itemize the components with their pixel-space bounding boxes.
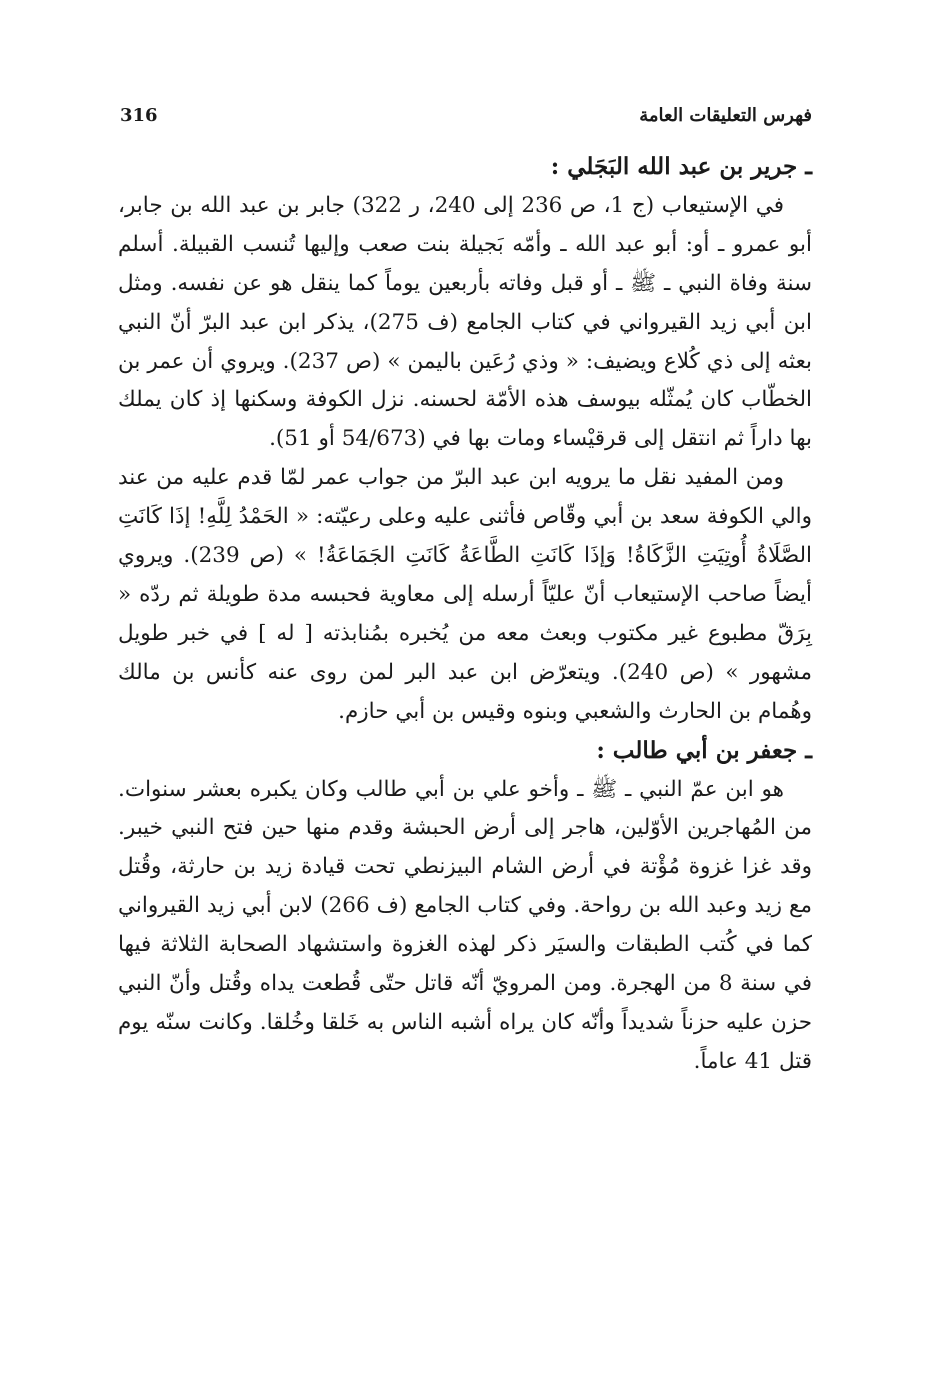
entry-heading-jarir: ـ جرير بن عبد الله البَجَلي : — [550, 153, 812, 180]
entry-paragraph: ومن المفيد نقل ما يرويه ابن عبد البرّ من جواب عمر لمّا قدم عليه من عند والي الكوفة سعد بن أبي وقّاص فأثنى عليه وعلى رعيّته: « الحَمْدُ لِلَّهِ! إذَا كَانَتِ الصَّلَاةُ أُوتِيَتِ الزَّكَاةُ! وَإذَا كَانَتِ الطَّاعَةُ كَانَتِ الجَمَاعَةُ! » (ص 239). ويروي أيضاً صاحب الإستيعاب أنّ عليّاً أرسله إلى معاوية فحبسه مدة طويلة ثم ردّه « بِرَقّ مطبوع غير مكتوب وبعث معه من يُخبره بمُنابذته [ له ] في خبر طويل مشهور » (ص 240). ويتعرّض ابن عبد البر لمن روى عنه كأنس بن مالك وهُمام بن الحارث والشعبي وبنوه وقيس بن أبي حازم. — [118, 465, 812, 724]
entry-heading-jaafar: ـ جعفر بن أبي طالب : — [596, 736, 812, 764]
entry-paragraph: في الإستيعاب (ج 1، ص 236 إلى 240، ر 322) جابر بن عبد الله بن جابر، أبو عمرو ـ أو: أبو عبد الله ـ وأمّه بَجيلة بنت صعب وإليها تُنسب القبيلة. أسلم سنة وفاة النبي ـ ﷺ ـ أو قبل وفاته بأربعين يوماً كما ينقل هو عن نفسه. ومثل ابن أبي زيد القيرواني في كتاب الجامع (ف 275)، يذكر ابن عبد البرّ أنّ النبي بعثه إلى ذي كُلاع ويضيف: « وذي رُعَين باليمن » (ص 237). ويروي أن عمر بن الخطّاب كان يُمثّله بيوسف هذه الأمّة لحسنه. نزل الكوفة وسكنها إذ كان يملك بها داراً ثم انتقل إلى قرقيْساء ومات بها في (54/673 أو 51). — [118, 192, 813, 452]
document-body — [118, 148, 812, 1082]
running-title: فهرس التعليقات العامة — [639, 104, 812, 126]
running-header — [120, 100, 812, 130]
entry-paragraph: هو ابن عمّ النبي ـ ﷺ ـ وأخو علي بن أبي طالب وكان يكبره بعشر سنوات. من المُهاجرين الأوّلين، هاجر إلى أرض الحبشة وقدم منها حين فتح النبي خيبر. وقد غزا غزوة مُؤْتة في أرض الشام البيزنطي تحت قيادة زيد بن حارثة، وقُتل مع زيد وعبد الله بن رواحة. وفي كتاب الجامع (ف 266) لابن أبي زيد القيرواني كما في كُتب الطبقات والسيَر ذكر لهذه الغزوة واستشهاد الصحابة الثلاثة فيها في سنة 8 من الهجرة. ومن المرويّ أنّه قاتل حتّى قُطعت يداه وقُتل وأنّ النبي حزن عليه حزناً شديداً وأنّه كان يراه أشبه الناس به خَلقا وخُلقا. وكانت سنّه يوم قتل 41 عاماً. — [118, 776, 812, 1074]
page-number: 316 — [120, 104, 158, 126]
